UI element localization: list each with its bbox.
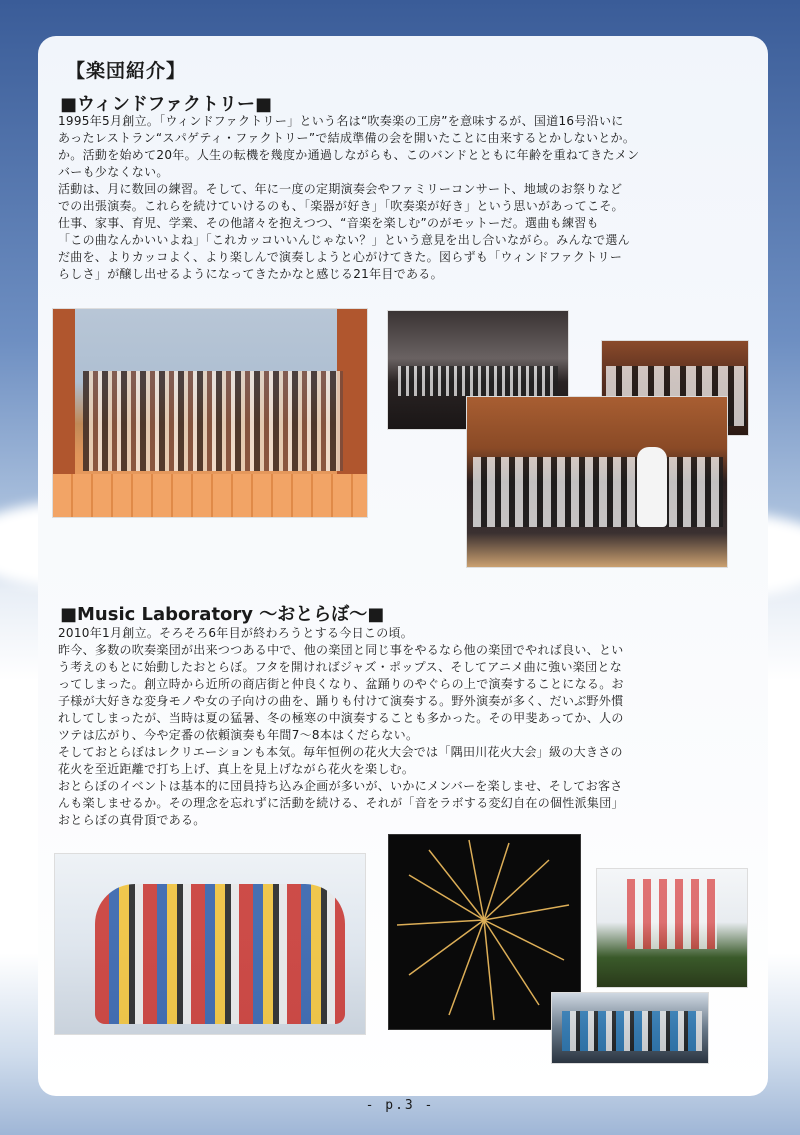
concert-conductor-photo [466,396,728,568]
band2-line: 2010年1月創立。そろそろ6年目が終わろうとする今日この頃。 [58,626,414,640]
band2-line: んも楽しませるか。その理念を忘れずに活動を続ける、それが「音をラボする変幻自在の個性派集団」 [58,796,624,810]
band2-title: ■Music Laboratory ～おとらぼ～■ [60,604,385,625]
band2-line: ってしまった。創立時から近所の商店街と仲良くなり、盆踊りのやぐらの上で演奏することになる。お [58,677,624,691]
band2-line: れしてしまったが、当時は夏の猛暑、冬の極寒の中演奏することも多かった。その甲斐あってか、人の [58,711,624,725]
band1-line: だ曲を、よりカッコよく、より楽しんで演奏しようと心がけてきた。図らずも「ウィンドファクトリー [58,250,623,264]
band2-line: 昨今、多数の吹奏楽団が出来つつある中で、他の楽団と同じ事をやるなら他の楽団でやれば良い、とい [58,643,624,657]
band2-line: そしておとらぼはレクリエーションも本気。毎年恒例の花火大会では「隅田川花火大会」級の大きさの [58,745,623,759]
band1-title: ■ウィンドファクトリー■ [60,94,273,115]
band2-line: ツテは広がり、今や定番の依頼演奏も年間7～8本はくだらない。 [58,728,419,742]
page-number: - p.3 - [365,1098,435,1113]
band1-line: 「この曲なんかいいよね」「これカッコいいんじゃない？」という意見を出し合いながら。みんなで選ん [58,233,630,247]
festival-tower-photo [596,868,748,988]
band2-line: おとらぼの真骨頂である。 [58,813,206,827]
band1-description [58,113,778,283]
section-label: 【楽団紹介】 [66,60,187,82]
band2-description [58,625,778,829]
band1-line: での出張演奏。これらを続けていけるのも、「楽器が好き」「吹奏楽が好き」という思いがあってこそ。 [58,199,624,213]
band1-line: 仕事、家事、育児、学業、その他諸々を抱えつつ、“音楽を楽しむ”のがモットーだ。選曲も練習も [58,216,599,230]
band1-line: あったレストラン“スパゲティ・ファクトリー”で結成準備の会を開いたことに由来するとかしないとか。 [58,131,636,145]
band2-line: 子様が大好きな変身モノや女の子向けの曲を、踊りも付けて演奏する。野外演奏が多く、だいぶ野外慣 [58,694,624,708]
band2-line: おとらぼのイベントは基本的に団員持ち込み企画が多いが、いかにメンバーを楽しませ、そしてお客さ [58,779,623,793]
band2-line: 花火を至近距離で打ち上げ、真上を見上げながら花火を楽しむ。 [58,762,415,776]
group-photo-stage [52,308,368,518]
band1-line: 1995年5月創立。「ウィンドファクトリー」という名は“吹奏楽の工房”を意味するが、国道16号沿いに [58,114,624,128]
band1-line: らしさ」が醸し出せるようになってきたかなと感じる21年目である。 [58,267,443,281]
band1-line: か。活動を始めて20年。人生の転機を幾度か通過しながらも、このバンドとともに年齢を重ねてきたメン [58,148,640,162]
band2-line: う考えのもとに始動したおとらぼ。フタを開ければジャズ・ポップス、そしてアニメ曲に強い楽団とな [58,660,623,674]
costume-group-photo [54,853,366,1035]
band1-line: バーも少なくない。 [58,165,169,179]
street-performance-photo [551,992,709,1064]
band1-line: 活動は、月に数回の練習。そして、年に一度の定期演奏会やファミリーコンサート、地域のお祭りなど [58,182,623,196]
